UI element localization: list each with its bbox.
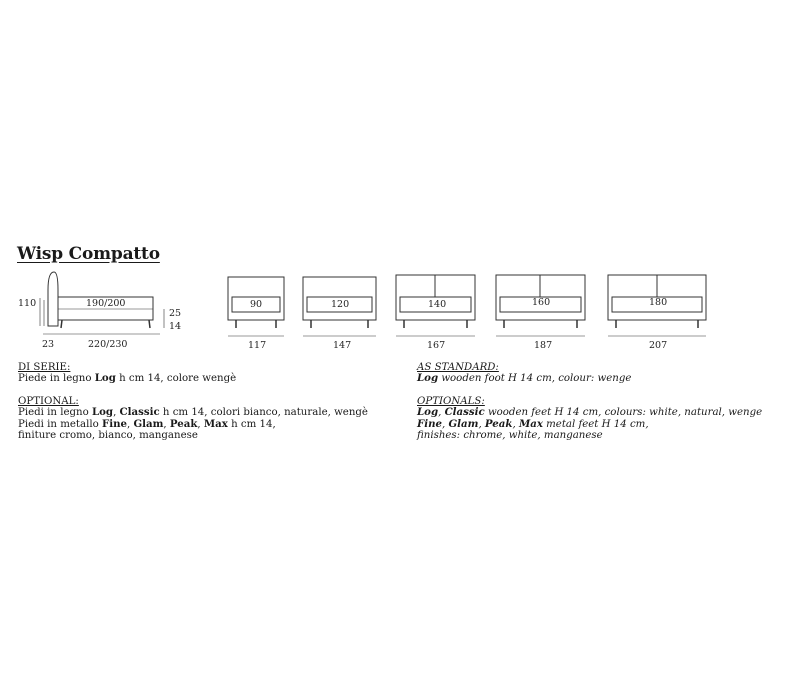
it-optional-line-3: finiture cromo, bianco, manganese bbox=[18, 430, 198, 442]
it-optional-heading: OPTIONAL: bbox=[18, 395, 79, 407]
side-frame-height-label: 25 bbox=[169, 308, 182, 319]
side-mattress-label: 190/200 bbox=[86, 298, 126, 309]
it-standard-heading: DI SERIE: bbox=[18, 362, 71, 373]
italian-specs bbox=[18, 362, 368, 441]
en-optional-line-2: Fine, Glam, Peak, Max metal feet H 14 cm, bbox=[417, 417, 649, 430]
en-optional-heading: OPTIONALS: bbox=[417, 395, 485, 407]
front-140-width-label: 167 bbox=[427, 340, 446, 351]
it-optional-line-2: Piedi in metallo Fine, Glam, Peak, Max h cm 14, bbox=[18, 417, 276, 430]
side-headboard-depth-label: 23 bbox=[42, 339, 55, 350]
front-90-width-label: 117 bbox=[248, 340, 267, 351]
en-optional-line-1: Log, Classic wooden feet H 14 cm, colours: white, natural, wenge bbox=[417, 406, 763, 419]
it-standard-line: Piede in legno Log h cm 14, colore wengè bbox=[18, 372, 237, 385]
en-optional-line-3: finishes: chrome, white, manganese bbox=[417, 430, 603, 442]
front-90-mattress-label: 90 bbox=[250, 299, 263, 310]
front-180-mattress-label: 180 bbox=[649, 297, 668, 308]
side-height-label: 110 bbox=[18, 298, 37, 309]
en-standard-heading: AS STANDARD: bbox=[417, 362, 499, 373]
product-title: Wisp Compatto bbox=[17, 244, 160, 264]
it-optional-line-1: Piedi in legno Log, Classic h cm 14, colori bianco, naturale, wengè bbox=[18, 406, 368, 419]
english-specs bbox=[417, 362, 762, 441]
side-length-label: 220/230 bbox=[88, 339, 128, 350]
front-180-width-label: 207 bbox=[649, 340, 668, 351]
en-standard-line: Log wooden foot H 14 cm, colour: wenge bbox=[417, 372, 632, 385]
front-120-mattress-label: 120 bbox=[331, 299, 350, 310]
front-160-mattress-label: 160 bbox=[532, 297, 551, 308]
front-140-mattress-label: 140 bbox=[428, 299, 447, 310]
front-160-width-label: 187 bbox=[534, 340, 553, 351]
front-120-width-label: 147 bbox=[333, 340, 352, 351]
side-leg-height-label: 14 bbox=[169, 321, 182, 332]
